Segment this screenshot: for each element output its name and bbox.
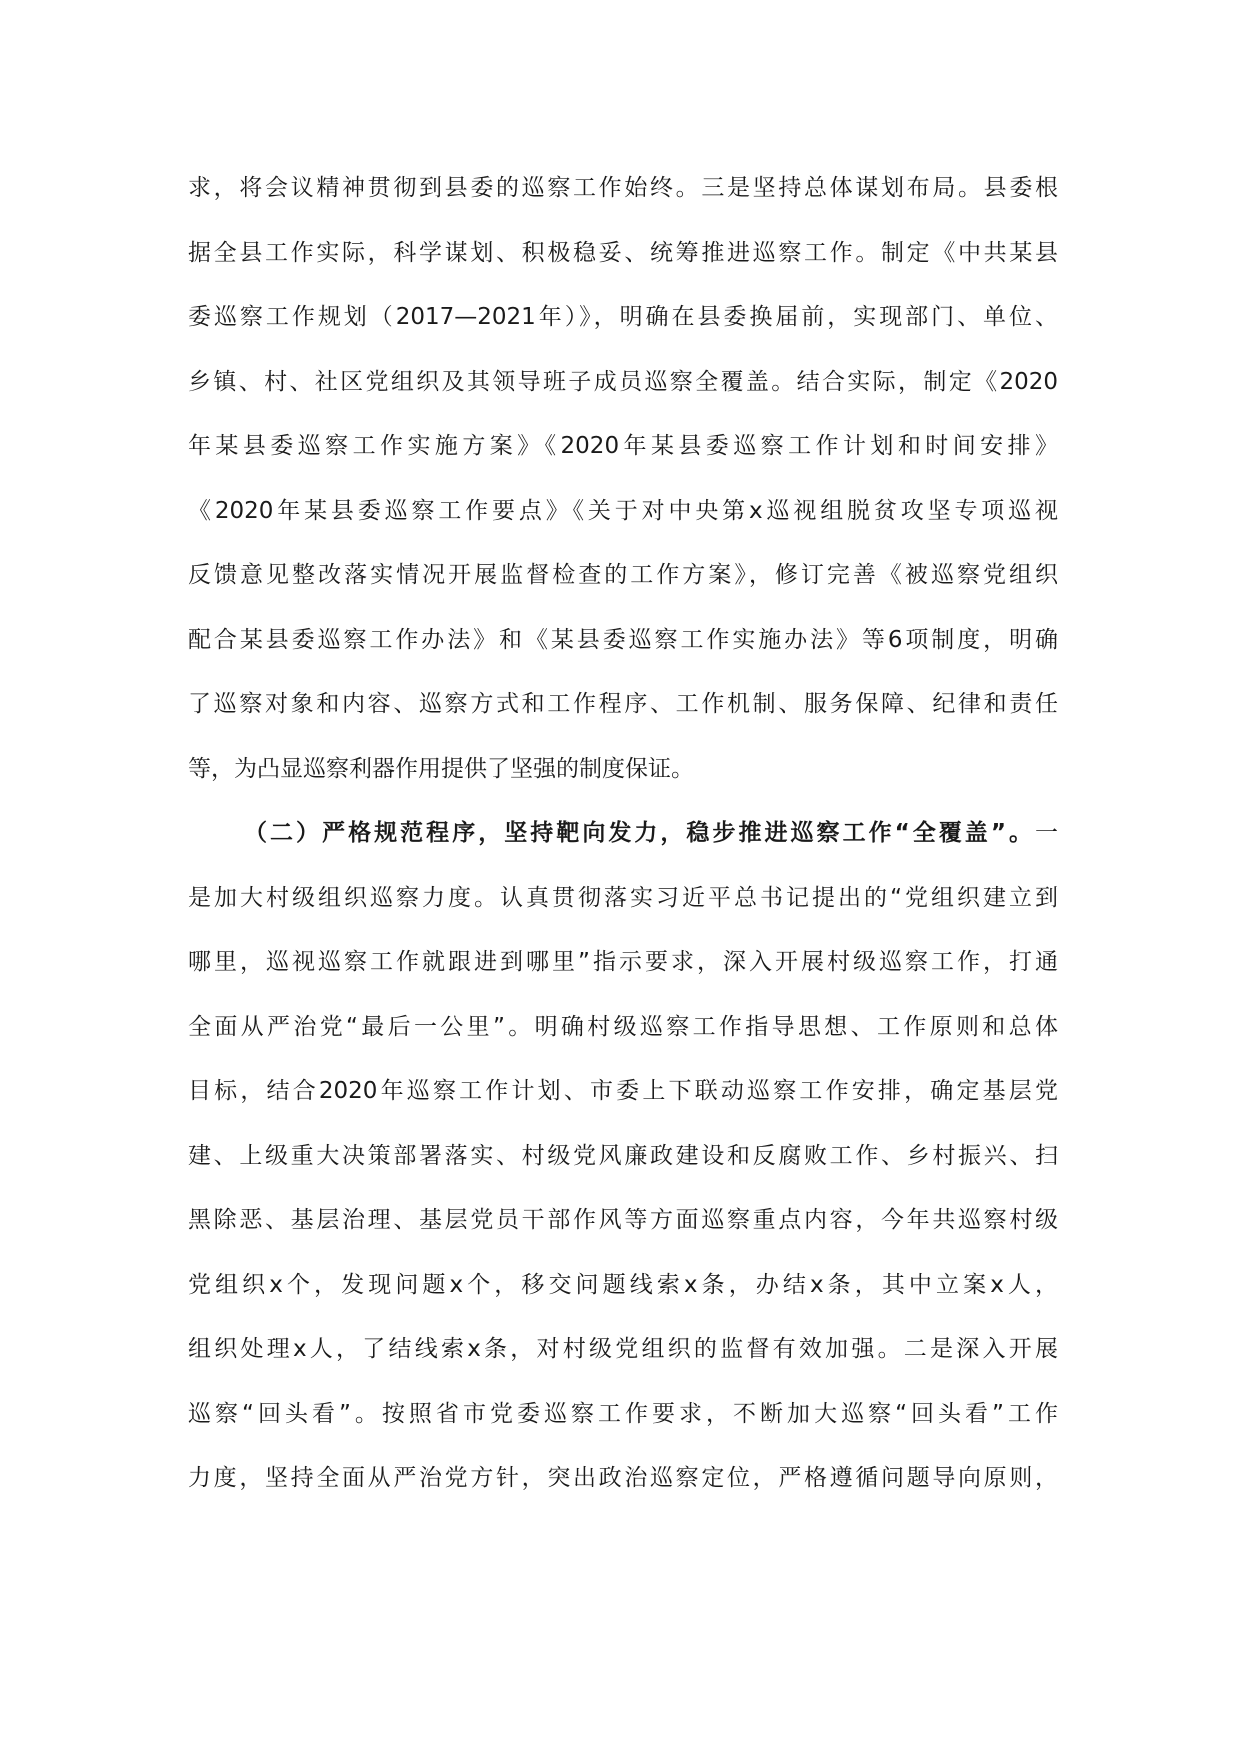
text-line: 黑除恶、基层治理、基层党员干部作风等方面巡察重点内容，今年共巡察村级 bbox=[188, 1207, 1058, 1233]
text-line: 党组织x个，发现问题x个，移交问题线索x条，办结x条，其中立案x人， bbox=[188, 1271, 1058, 1298]
text-line: 全面从严治党“最后一公里”。明确村级巡察工作指导思想、工作原则和总体 bbox=[188, 1013, 1058, 1040]
text-line: 求，将会议精神贯彻到县委的巡察工作始终。三是坚持总体谋划布局。县委根 bbox=[188, 175, 1058, 201]
section-heading: （二）严格规范程序，坚持靶向发力，稳步推进巡察工作“全覆盖”。 bbox=[244, 820, 1035, 846]
heading-tail: 一 bbox=[1035, 820, 1058, 846]
text-line: 哪里，巡视巡察工作就跟进到哪里”指示要求，深入开展村级巡察工作，打通 bbox=[188, 949, 1058, 975]
text-line: 委巡察工作规划（2017—2021年）》，明确在县委换届前，实现部门、单位、 bbox=[188, 304, 1058, 330]
text-line: 等，为凸显巡察利器作用提供了坚强的制度保证。 bbox=[188, 755, 694, 782]
text-line: 《2020年某县委巡察工作要点》《关于对中央第x巡视组脱贫攻坚专项巡视 bbox=[188, 497, 1058, 524]
text-line: 乡镇、村、社区党组织及其领导班子成员巡察全覆盖。结合实际，制定《2020 bbox=[188, 368, 1058, 395]
text-line: 是加大村级组织巡察力度。认真贯彻落实习近平总书记提出的“党组织建立到 bbox=[188, 884, 1058, 911]
section-heading-line bbox=[188, 817, 1058, 850]
text-line: 反馈意见整改落实情况开展监督检查的工作方案》，修订完善《被巡察党组织 bbox=[188, 562, 1058, 588]
text-line: 配合某县委巡察工作办法》和《某县委巡察工作实施办法》等6项制度，明确 bbox=[188, 626, 1058, 653]
text-line: 建、上级重大决策部署落实、村级党风廉政建设和反腐败工作、乡村振兴、扫 bbox=[188, 1142, 1058, 1169]
body-text bbox=[188, 172, 1058, 1527]
text-line: 年某县委巡察工作实施方案》《2020年某县委巡察工作计划和时间安排》 bbox=[188, 433, 1058, 459]
text-line: 组织处理x人，了结线索x条，对村级党组织的监督有效加强。二是深入开展 bbox=[188, 1336, 1058, 1362]
text-line: 力度，坚持全面从严治党方针，突出政治巡察定位，严格遵循问题导向原则， bbox=[188, 1465, 1058, 1491]
text-line: 据全县工作实际，科学谋划、积极稳妥、统筹推进巡察工作。制定《中共某县 bbox=[188, 239, 1058, 266]
text-line: 巡察“回头看”。按照省市党委巡察工作要求，不断加大巡察“回头看”工作 bbox=[188, 1400, 1058, 1427]
text-line: 目标，结合2020年巡察工作计划、市委上下联动巡察工作安排，确定基层党 bbox=[188, 1078, 1058, 1104]
text-line: 了巡察对象和内容、巡察方式和工作程序、工作机制、服务保障、纪律和责任 bbox=[188, 691, 1058, 717]
